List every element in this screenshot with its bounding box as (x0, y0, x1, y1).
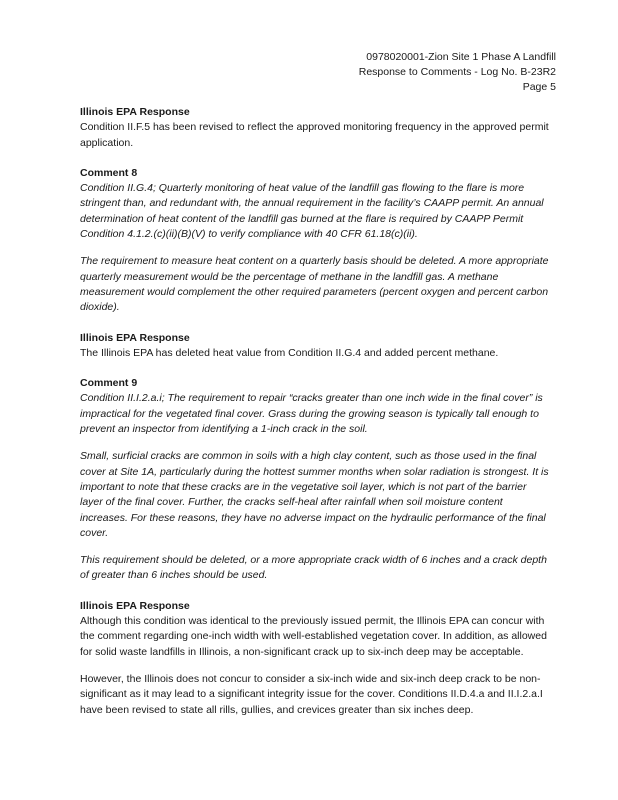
header-log-number: Response to Comments - Log No. B-23R2 (358, 66, 556, 78)
paragraph: Small, surficial cracks are common in soils with a high clay content, such as those used in the final cover at Site 1A, particularly during the hottest summer months when solar radiation is strongest. It is important to note that these cracks are in the vegetative soil layer, which is not part of the barrier layer of the final cover. Further, the cracks self-heal after rainfall when soil moisture content increases. For these reasons, they have no adverse impact on the hydraulic performance of the final cover. (80, 450, 549, 539)
paragraph: This requirement should be deleted, or a more appropriate crack width of 6 inches and a crack depth of greater than 6 inches should be used. (80, 554, 547, 582)
paragraph: The Illinois EPA has deleted heat value from Condition II.G.4 and added percent methane. (80, 346, 499, 359)
paragraph: Condition II.F.5 has been revised to reflect the approved monitoring frequency in the approved permit application. (80, 121, 549, 149)
section-heading: Illinois EPA Response (80, 599, 190, 612)
section-heading: Illinois EPA Response (80, 331, 190, 344)
paragraph: Condition II.I.2.a.i; The requirement to repair “cracks greater than one inch wide in the final cover” is impractical for the vegetated final cover. Grass during the growing season is typically tall enough to prevent an inspector from identifying a 1-inch crack in the soil. (80, 392, 543, 436)
header-document-id: 0978020001-Zion Site 1 Phase A Landfill (366, 51, 556, 63)
section-heading: Comment 8 (80, 166, 138, 179)
response-section-1 (80, 105, 550, 151)
response-section-2 (80, 331, 550, 362)
section-heading: Comment 9 (80, 377, 138, 390)
paragraph: However, the Illinois does not concur to consider a six-inch wide and six-inch deep crack to be non-significant as it may lead to a significant integrity issue for the cover. Conditions II.D.4.a and II.I.2.a.I have been revised to state all rills, gullies, and crevices greater than six inches deep. (80, 672, 543, 716)
response-section-3 (80, 599, 550, 718)
header-page-number: Page 5 (522, 81, 556, 93)
section-heading: Illinois EPA Response (80, 106, 190, 118)
page-header (359, 50, 556, 95)
paragraph: Condition II.G.4; Quarterly monitoring of heat value of the landfill gas flowing to the flare is more stringent than, and redundant with, the annual requirement in the facility’s CAAPP permit. An annual determination of heat content of the landfill gas burned at the flare is required by CAAPP Permit Condition 4.1.2.(c)(ii)(B)(V) to verify compliance with 40 CFR 61.18(c)(ii). (80, 182, 544, 241)
paragraph: Although this condition was identical to the previously issued permit, the Illinois EPA can concur with the comment regarding one-inch width with well-established vegetation cover. In addition, as allowed for solid waste landfills in Illinois, a non-significant crack up to six-inch deep may be acceptable. (80, 615, 547, 658)
document-body (80, 105, 550, 718)
paragraph: The requirement to measure heat content on a quarterly basis should be deleted. A more appropriate quarterly measurement would be the percentage of methane in the landfill gas. A methane measurement would complement the other required parameters (percent oxygen and percent carbon dioxide). (80, 255, 549, 314)
comment-9-section (80, 376, 550, 584)
comment-8-section (80, 166, 550, 316)
